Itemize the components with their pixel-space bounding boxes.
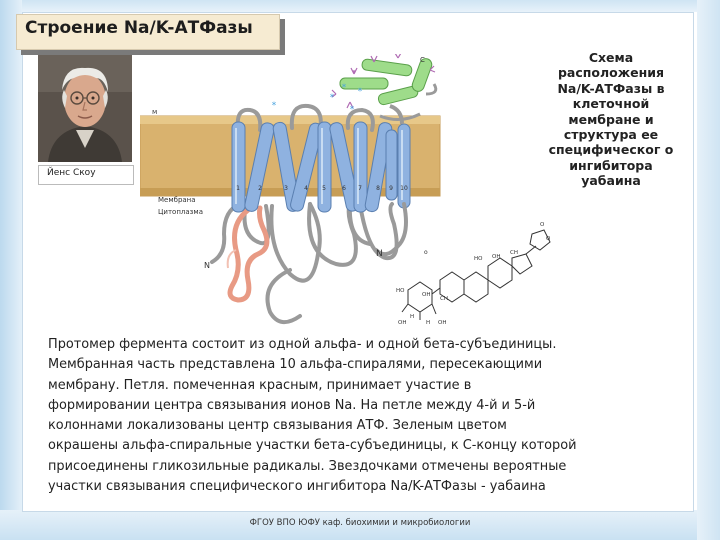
atom-label: HO [474,256,483,262]
body-line: присоединены гликозильные радикалы. Звездочками отмечены вероятные [48,458,567,474]
diagram-side-caption: Схема расположения Na/K-АТФазы в клеточной мембране и структура ее специфическог о ингибитора уабаина [548,50,674,189]
portrait-drawing [38,52,132,162]
atom-label: H [426,320,431,326]
svg-text:*: * [357,87,363,97]
frame-top [0,0,720,12]
helix-label: 9 [389,185,393,192]
helix-label: 8 [376,185,380,192]
body-line: Мембранная часть представлена 10 альфа-спиралями, пересекающими [48,357,543,373]
body-line: колоннами локализованы центр связывания АТФ. Зеленым цветом [48,418,507,434]
photo-caption-box [38,165,134,185]
body-paragraph [48,335,648,497]
na-k-atpase-diagram [140,54,558,332]
outside-label: м [152,108,158,116]
atom-label: CH [440,296,448,302]
body-line: мембрану. Петля. помеченная красным, принимает участие в [48,377,472,393]
atom-label: HO [396,288,405,294]
atom-label: CH [510,250,518,256]
title-box [16,14,280,50]
helix-label: 2 [258,185,262,192]
photo-caption: Йенс Скоу [47,168,96,178]
helix-label: 5 [322,185,326,192]
atom-label: O [546,236,551,242]
atom-label: H [410,314,415,320]
body-line: участки связывания специфического ингибитора Na/K-АТФазы - уабаина [48,479,546,495]
helix-label: 1 [236,185,240,192]
portrait-photo [38,52,132,162]
atom-label: OH [422,292,431,298]
membrane-label: Мембрана [158,196,196,204]
svg-text:*: * [341,83,347,93]
svg-text:*: * [349,105,355,115]
body-line: формировании центра связывания ионов Na. На петле между 4-й и 5-й [48,397,536,413]
n-terminus-label: N [204,261,210,270]
atom-label: OH [438,320,447,326]
helix-label: 6 [342,185,346,192]
helix-label: 7 [358,185,362,192]
svg-text:*: * [329,93,335,103]
membrane-scheme [140,54,558,332]
cytoplasm-label: Цитоплазма [158,208,203,216]
body-line: окрашены альфа-спиральные участки бета-субъединицы, к С-концу которой [48,438,577,454]
frame-left [0,0,22,540]
footer-affiliation: ФГОУ ВПО ЮФУ каф. биохимии и микробиологии [249,518,471,528]
slide-title: Строение Na/K-АТФазы [25,18,253,38]
frame-right [697,0,720,540]
helix-label: 4 [304,185,308,192]
atom-label: O [540,222,545,228]
c-terminus-label: C [420,56,425,64]
atom-label: OH [492,254,501,260]
atom-label: OH [398,320,407,326]
svg-text:*: * [271,101,277,111]
helix-label: 3 [284,185,288,192]
ouabain-label-letter: o [424,249,428,256]
n-terminus-beta-label: N [376,249,383,259]
body-line: Протомер фермента состоит из одной альфа- и одной бета-субъединицы. [48,337,557,352]
helix-label: 10 [400,185,408,192]
